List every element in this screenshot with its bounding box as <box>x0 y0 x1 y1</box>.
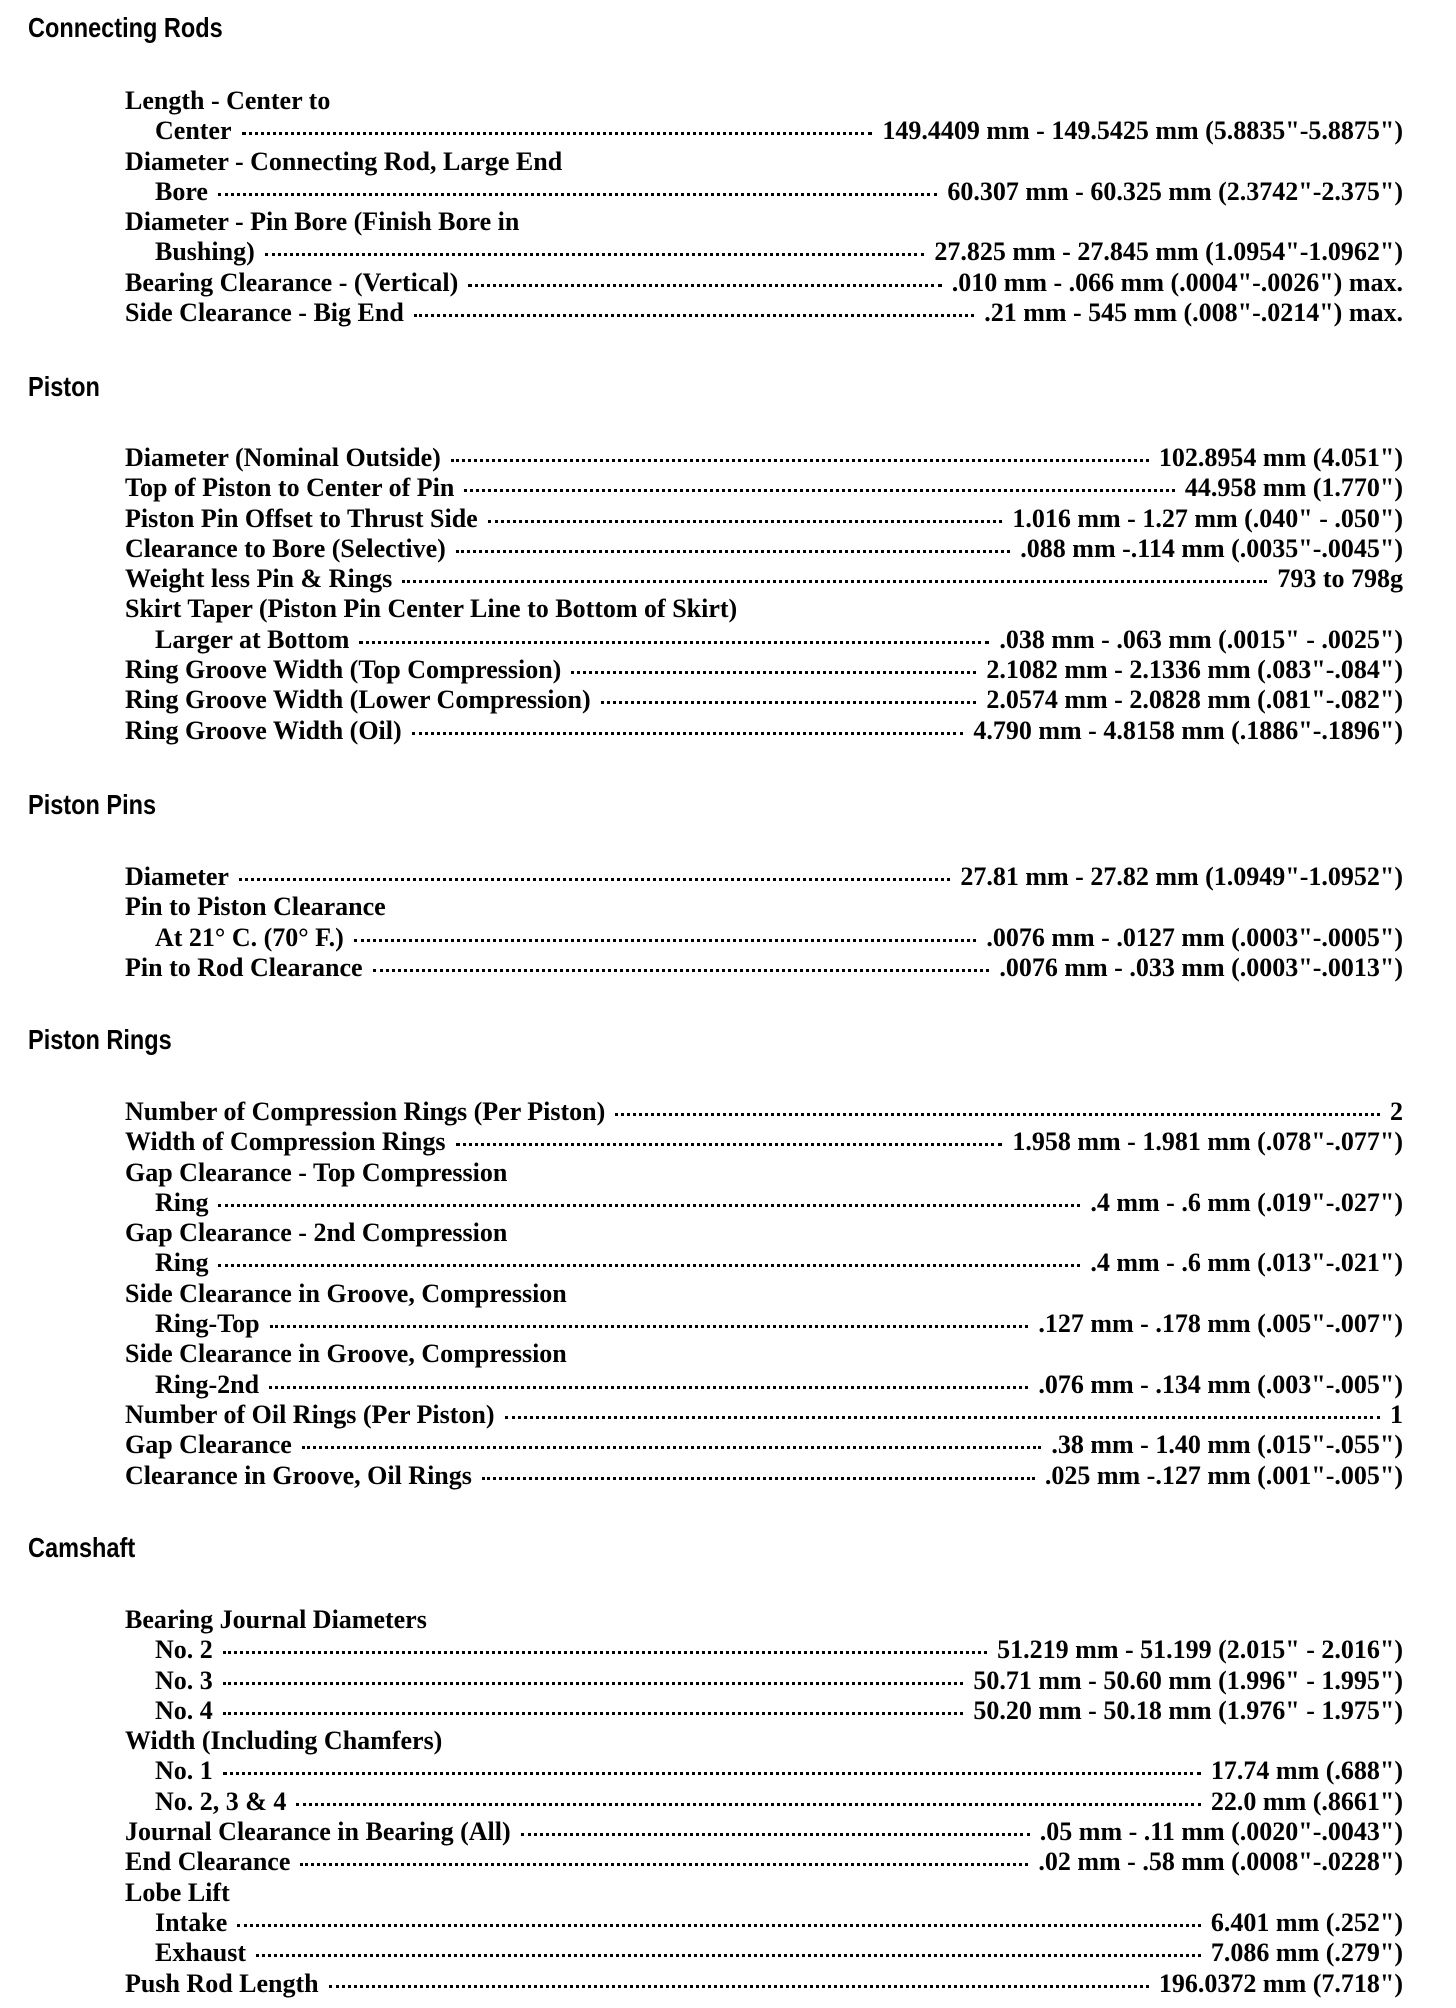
spec-row <box>125 1370 1403 1400</box>
spec-list <box>125 443 1403 746</box>
spec-value: 50.20 mm - 50.18 mm (1.976" - 1.975") <box>973 1695 1403 1725</box>
spec-row <box>125 473 1403 503</box>
spec-row <box>125 1279 1403 1309</box>
spec-row <box>125 1309 1403 1339</box>
spec-row <box>125 655 1403 685</box>
dot-leader <box>359 641 989 644</box>
section-heading: Connecting Rods <box>28 12 223 43</box>
spec-row <box>125 177 1403 207</box>
spec-label: Number of Compression Rings (Per Piston) <box>125 1097 606 1126</box>
dot-leader <box>237 1924 1201 1927</box>
dot-leader <box>270 1325 1029 1328</box>
spec-label: Width of Compression Rings <box>125 1127 446 1157</box>
dot-leader <box>223 1651 987 1654</box>
spec-label: Ring Groove Width (Lower Compression) <box>125 685 591 715</box>
spec-row <box>125 1847 1403 1877</box>
spec-label: Gap Clearance - 2nd Compression <box>125 1218 508 1248</box>
spec-label: Skirt Taper (Piston Pin Center Line to Bottom of Skirt) <box>125 594 738 624</box>
dot-leader <box>218 193 937 196</box>
spec-value: 793 to 798g <box>1277 564 1403 594</box>
dot-leader <box>456 1143 1003 1146</box>
section-heading: Piston Pins <box>28 789 157 820</box>
spec-row <box>125 1097 1403 1127</box>
spec-row <box>125 1817 1403 1847</box>
spec-label: Number of Oil Rings (Per Piston) <box>125 1399 495 1429</box>
dot-leader <box>223 1682 964 1685</box>
spec-value: .05 mm - .11 mm (.0020"-.0043") <box>1039 1817 1403 1847</box>
spec-row <box>125 1461 1403 1491</box>
spec-value: 2.1082 mm - 2.1336 mm (.083"-.084") <box>986 655 1403 685</box>
section-heading: Piston <box>28 371 100 402</box>
spec-label: Ring-2nd <box>155 1369 260 1399</box>
spec-value: 2 <box>1390 1097 1403 1126</box>
spec-label: Larger at Bottom <box>155 624 350 654</box>
spec-value: 27.825 mm - 27.845 mm (1.0954"-1.0962") <box>934 237 1403 267</box>
spec-label: Weight less Pin & Rings <box>125 564 393 594</box>
spec-row <box>125 1248 1403 1278</box>
spec-value: 1 <box>1390 1399 1403 1429</box>
spec-row <box>125 268 1403 298</box>
spec-row <box>125 1127 1403 1157</box>
spec-label: Bearing Clearance - (Vertical) <box>125 267 459 297</box>
spec-value: 149.4409 mm - 149.5425 mm (5.8835"-5.8875") <box>882 116 1403 146</box>
dot-leader <box>373 969 990 972</box>
spec-label: Ring Groove Width (Top Compression) <box>125 655 562 685</box>
spec-row <box>125 1756 1403 1786</box>
spec-value: .0076 mm - .033 mm (.0003"-.0013") <box>999 952 1403 982</box>
spec-value: 17.74 mm (.688") <box>1210 1756 1403 1786</box>
dot-leader <box>615 1113 1380 1116</box>
spec-label: No. 2, 3 & 4 <box>155 1786 287 1816</box>
spec-value: 6.401 mm (.252") <box>1210 1907 1403 1937</box>
spec-value: .038 mm - .063 mm (.0015" - .0025") <box>999 624 1403 654</box>
dot-leader <box>414 314 974 317</box>
spec-row <box>125 1605 1403 1635</box>
spec-row <box>125 1938 1403 1968</box>
spec-label: Piston Pin Offset to Thrust Side <box>125 503 478 533</box>
spec-label: Diameter - Pin Bore (Finish Bore in <box>125 207 520 237</box>
dot-leader <box>223 1772 1201 1775</box>
spec-value: 1.958 mm - 1.981 mm (.078"-.077") <box>1012 1127 1403 1157</box>
dot-leader <box>488 520 1003 523</box>
spec-row <box>125 716 1403 746</box>
section-heading: Camshaft <box>28 1532 136 1563</box>
spec-label: At 21° C. (70° F.) <box>155 922 344 952</box>
section-heading: Piston Rings <box>28 1024 172 1055</box>
spec-label: Ring <box>155 1248 209 1278</box>
spec-row <box>125 892 1403 922</box>
spec-value: 1.016 mm - 1.27 mm (.040" - .050") <box>1012 503 1403 533</box>
spec-label: No. 2 <box>155 1635 213 1665</box>
spec-row <box>125 1218 1403 1248</box>
spec-value: 60.307 mm - 60.325 mm (2.3742"-2.375") <box>947 176 1403 206</box>
spec-row <box>125 207 1403 237</box>
spec-value: 102.8954 mm (4.051") <box>1158 443 1403 472</box>
spec-label: Ring Groove Width (Oil) <box>125 715 402 745</box>
spec-row <box>125 1400 1403 1430</box>
spec-value: 44.958 mm (1.770") <box>1184 473 1403 503</box>
spec-label: Lobe Lift <box>125 1877 230 1907</box>
dot-leader <box>265 253 925 256</box>
spec-label: Ring <box>155 1187 209 1217</box>
dot-leader <box>223 1712 964 1715</box>
spec-row <box>125 1969 1403 1999</box>
spec-row <box>125 1908 1403 1938</box>
spec-label: Length - Center to <box>125 86 331 115</box>
spec-value: .088 mm -.114 mm (.0035"-.0045") <box>1020 533 1403 563</box>
spec-value: 7.086 mm (.279") <box>1210 1938 1403 1968</box>
dot-leader <box>300 1863 1028 1866</box>
spec-row <box>125 1878 1403 1908</box>
spec-row <box>125 564 1403 594</box>
spec-row <box>125 443 1403 473</box>
spec-label: Bushing) <box>155 237 255 267</box>
dot-leader <box>505 1416 1380 1419</box>
spec-label: Diameter - Connecting Rod, Large End <box>125 146 563 176</box>
spec-row <box>125 923 1403 953</box>
spec-label: Push Rod Length <box>125 1968 319 1998</box>
spec-label: Width (Including Chamfers) <box>125 1726 443 1756</box>
spec-label: Pin to Rod Clearance <box>125 952 363 982</box>
spec-value: .38 mm - 1.40 mm (.015"-.055") <box>1051 1430 1403 1460</box>
spec-label: Intake <box>155 1907 228 1937</box>
spec-row <box>125 625 1403 655</box>
dot-leader <box>296 1803 1200 1806</box>
spec-label: Pin to Piston Clearance <box>125 892 386 922</box>
dot-leader <box>402 580 1267 583</box>
spec-row <box>125 1635 1403 1665</box>
spec-list <box>125 86 1403 328</box>
dot-leader <box>571 671 976 674</box>
spec-label: Side Clearance in Groove, Compression <box>125 1278 567 1308</box>
dot-leader <box>456 550 1011 553</box>
spec-value: .02 mm - .58 mm (.0008"-.0228") <box>1038 1847 1403 1877</box>
spec-value: 2.0574 mm - 2.0828 mm (.081"-.082") <box>986 685 1403 715</box>
dot-leader <box>302 1446 1042 1449</box>
spec-row <box>125 1666 1403 1696</box>
dot-leader <box>218 1204 1080 1207</box>
dot-leader <box>354 939 977 942</box>
spec-row <box>125 1339 1403 1369</box>
spec-label: Gap Clearance - Top Compression <box>125 1157 508 1187</box>
spec-value: 4.790 mm - 4.8158 mm (.1886"-.1896") <box>973 715 1403 745</box>
spec-row <box>125 685 1403 715</box>
spec-label: Journal Clearance in Bearing (All) <box>125 1817 511 1847</box>
spec-row <box>125 1726 1403 1756</box>
spec-label: No. 1 <box>155 1756 213 1786</box>
spec-label: Ring-Top <box>155 1309 260 1339</box>
spec-row <box>125 1787 1403 1817</box>
spec-list <box>125 1097 1403 1491</box>
spec-row <box>125 953 1403 983</box>
spec-value: 196.0372 mm (7.718") <box>1158 1968 1403 1998</box>
spec-label: No. 4 <box>155 1695 213 1725</box>
spec-value: .076 mm - .134 mm (.003"-.005") <box>1038 1369 1403 1399</box>
spec-label: Bore <box>155 176 208 206</box>
spec-label: Center <box>155 116 232 146</box>
spec-row <box>125 1430 1403 1460</box>
dot-leader <box>329 1985 1149 1988</box>
dot-leader <box>269 1386 1028 1389</box>
spec-label: Side Clearance in Groove, Compression <box>125 1339 567 1369</box>
dot-leader <box>451 459 1149 462</box>
spec-row <box>125 1158 1403 1188</box>
spec-label: Clearance to Bore (Selective) <box>125 533 446 563</box>
spec-row <box>125 1696 1403 1726</box>
spec-value: .010 mm - .066 mm (.0004"-.0026") max. <box>951 267 1403 297</box>
spec-value: .0076 mm - .0127 mm (.0003"-.0005") <box>986 922 1403 952</box>
spec-row <box>125 86 1403 116</box>
dot-leader <box>464 489 1175 492</box>
spec-value: 50.71 mm - 50.60 mm (1.996" - 1.995") <box>973 1665 1403 1695</box>
dot-leader <box>218 1264 1080 1267</box>
spec-value: .4 mm - .6 mm (.013"-.021") <box>1090 1248 1403 1278</box>
spec-label: End Clearance <box>125 1847 291 1877</box>
spec-row <box>125 147 1403 177</box>
spec-value: 27.81 mm - 27.82 mm (1.0949"-1.0952") <box>960 862 1403 891</box>
spec-label: Bearing Journal Diameters <box>125 1605 427 1634</box>
dot-leader <box>256 1954 1201 1957</box>
spec-label: Top of Piston to Center of Pin <box>125 473 455 503</box>
dot-leader <box>482 1477 1035 1480</box>
spec-row <box>125 862 1403 892</box>
spec-label: Diameter <box>125 862 229 891</box>
spec-value: 22.0 mm (.8661") <box>1210 1786 1403 1816</box>
dot-leader <box>601 701 977 704</box>
spec-label: Diameter (Nominal Outside) <box>125 443 441 472</box>
spec-list <box>125 1605 1403 1999</box>
spec-value: .025 mm -.127 mm (.001"-.005") <box>1044 1460 1403 1490</box>
spec-row <box>125 298 1403 328</box>
spec-list <box>125 862 1403 983</box>
spec-label: Exhaust <box>155 1938 247 1968</box>
dot-leader <box>239 878 950 881</box>
spec-label: Clearance in Groove, Oil Rings <box>125 1460 472 1490</box>
dot-leader <box>521 1833 1030 1836</box>
spec-row <box>125 534 1403 564</box>
spec-row <box>125 504 1403 534</box>
dot-leader <box>412 732 964 735</box>
spec-label: No. 3 <box>155 1665 213 1695</box>
spec-row <box>125 237 1403 267</box>
dot-leader <box>468 284 941 287</box>
spec-value: .127 mm - .178 mm (.005"-.007") <box>1038 1309 1403 1339</box>
spec-value: .21 mm - 545 mm (.008"-.0214") max. <box>984 298 1403 328</box>
spec-row <box>125 116 1403 146</box>
spec-row <box>125 594 1403 624</box>
spec-row <box>125 1188 1403 1218</box>
spec-label: Gap Clearance <box>125 1430 292 1460</box>
dot-leader <box>242 132 873 135</box>
spec-label: Side Clearance - Big End <box>125 298 404 328</box>
spec-value: .4 mm - .6 mm (.019"-.027") <box>1090 1187 1403 1217</box>
spec-value: 51.219 mm - 51.199 (2.015" - 2.016") <box>997 1635 1403 1665</box>
